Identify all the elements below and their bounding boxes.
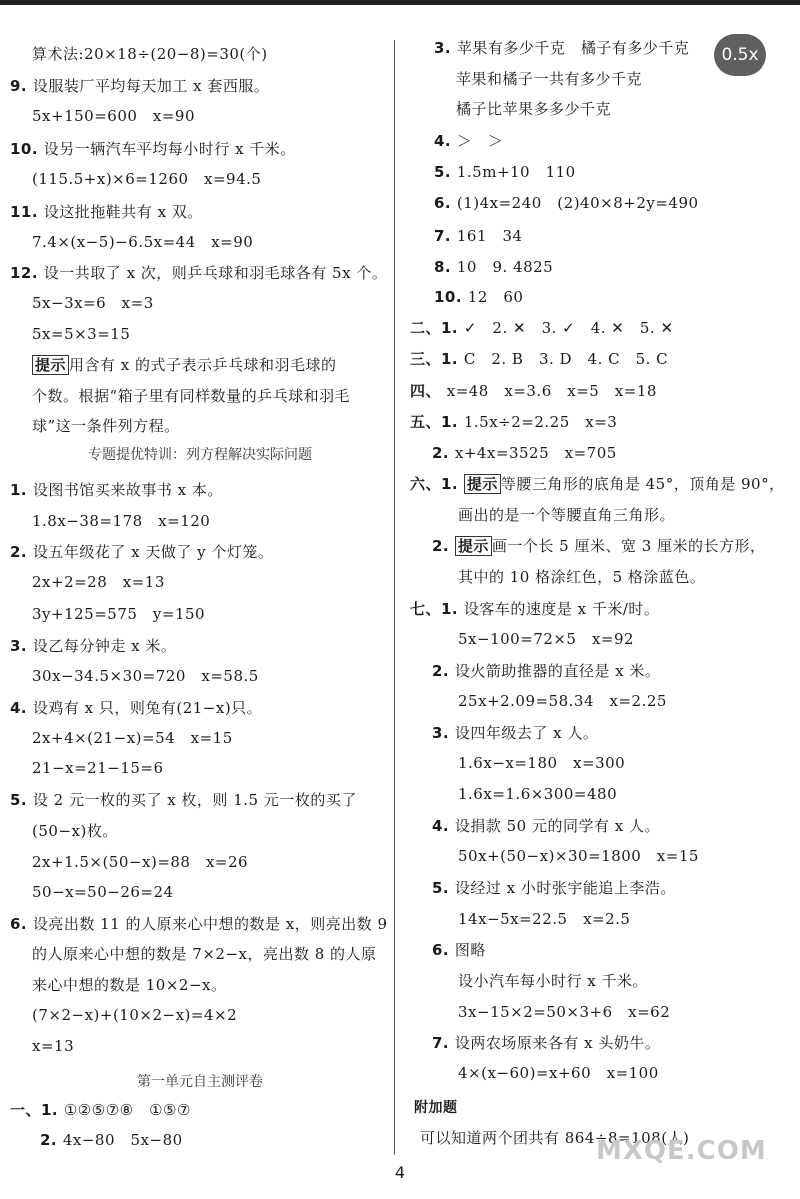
answer-text: 苹果有多少千克 橘子有多少千克 bbox=[456, 39, 690, 57]
left-answer-line bbox=[32, 758, 164, 778]
answer-text: 的人原来心中想的数是 7×2−x，亮出数 8 的人原 bbox=[32, 945, 377, 963]
left-answer-line bbox=[10, 636, 176, 656]
left-answer-line bbox=[32, 106, 195, 126]
right-answer-line bbox=[458, 909, 630, 929]
answer-text: 10 9. 4825 bbox=[456, 258, 554, 276]
left-answer-line bbox=[32, 728, 233, 748]
answer-text: 5x+150=600 x=90 bbox=[32, 107, 196, 125]
question-number: 6. bbox=[432, 941, 455, 959]
question-number: 六、1. bbox=[410, 475, 464, 493]
right-answer-line bbox=[434, 287, 523, 307]
answer-text: (115.5+x)×6=1260 x=94.5 bbox=[32, 170, 262, 188]
left-answer-line bbox=[40, 1130, 183, 1150]
answer-text: 1.5m+10 110 bbox=[456, 163, 576, 181]
answer-text: 球”这一条件列方程。 bbox=[32, 417, 180, 435]
question-number: 2. bbox=[432, 444, 455, 462]
left-answer-line bbox=[32, 1036, 74, 1056]
left-answer-line bbox=[10, 1100, 191, 1120]
answer-text: 设鸡有 x 只，则兔有(21−x)只。 bbox=[32, 699, 263, 717]
answer-text: (50−x)枚。 bbox=[32, 822, 118, 840]
answer-text: 个数。根据“箱子里有同样数量的乒乓球和羽毛 bbox=[32, 387, 351, 405]
question-number: 6. bbox=[434, 194, 457, 212]
left-answer-line bbox=[32, 1005, 237, 1025]
left-answer-line bbox=[10, 480, 223, 500]
section-title-unit-test: 第一单元自主测评卷 bbox=[137, 1074, 263, 1090]
question-number: 10. bbox=[434, 288, 468, 306]
answer-text: 用含有 x 的式子表示乒乓球和羽毛球的 bbox=[69, 356, 337, 374]
left-answer-line bbox=[32, 169, 261, 189]
left-answer-line bbox=[32, 44, 268, 64]
answer-text: x+4x=3525 x=705 bbox=[454, 444, 617, 462]
question-number: 3. bbox=[432, 724, 455, 742]
right-answer-line bbox=[458, 691, 667, 711]
left-answer-line bbox=[32, 821, 118, 841]
question-number: 七、1. bbox=[410, 600, 464, 618]
hint-tag: 提示 bbox=[455, 536, 492, 556]
answer-text: 图略 bbox=[454, 941, 486, 959]
right-answer-line bbox=[410, 318, 674, 338]
answer-text: 设乙每分钟走 x 米。 bbox=[32, 637, 177, 655]
right-answer-line bbox=[432, 536, 766, 556]
answer-text: ＞ ＞ bbox=[456, 132, 504, 150]
answer-text: (7×2−x)+(10×2−x)=4×2 bbox=[32, 1006, 238, 1024]
question-number: 10. bbox=[10, 140, 44, 158]
answer-text: 其中的 10 格涂红色，5 格涂蓝色。 bbox=[458, 568, 706, 586]
question-number: 二、1. bbox=[410, 319, 464, 337]
question-number: 5. bbox=[10, 791, 33, 809]
section-title-extra: 附加题 bbox=[414, 1100, 458, 1116]
question-number: 2. bbox=[432, 537, 455, 555]
right-answer-line bbox=[458, 753, 625, 773]
left-answer-line bbox=[32, 232, 253, 252]
question-number: 一、1. bbox=[10, 1101, 64, 1119]
answer-text: 橘子比苹果多多少千克 bbox=[456, 100, 612, 118]
left-answer-line bbox=[32, 666, 259, 686]
question-number: 1. bbox=[10, 481, 33, 499]
answer-text: 算术法:20×18÷(20−8)=30(个) bbox=[32, 45, 268, 63]
left-answer-line bbox=[10, 139, 296, 159]
right-answer-line bbox=[434, 193, 699, 213]
answer-text: 1.8x−38=178 x=120 bbox=[32, 512, 211, 530]
answer-text: 1.6x−x=180 x=300 bbox=[458, 754, 626, 772]
answer-text: 设服装厂平均每天加工 x 套西服。 bbox=[32, 77, 270, 95]
right-answer-line bbox=[458, 1063, 659, 1083]
left-answer-line bbox=[32, 416, 180, 436]
right-answer-line bbox=[434, 131, 503, 151]
answer-text: 25x+2.09=58.34 x=2.25 bbox=[458, 692, 667, 710]
answer-text: 设客车的速度是 x 千米/时。 bbox=[463, 600, 660, 618]
left-answer-line bbox=[32, 944, 377, 964]
right-answer-line bbox=[458, 505, 675, 525]
question-number: 2. bbox=[10, 543, 33, 561]
answer-text: 1.5x÷2=2.25 x=3 bbox=[463, 413, 618, 431]
right-answer-line bbox=[458, 629, 634, 649]
answer-text: 2x+2=28 x=13 bbox=[32, 573, 165, 591]
left-answer-line bbox=[10, 790, 357, 810]
section-title-special: 专题提优特训：列方程解决实际问题 bbox=[88, 447, 312, 463]
question-number: 三、1. bbox=[410, 350, 464, 368]
answer-text: 设四年级去了 x 人。 bbox=[454, 724, 599, 742]
answer-text: 设一共取了 x 次，则乒乓球和羽毛球各有 5x 个。 bbox=[43, 264, 388, 282]
answer-text: 设亮出数 11 的人原来心中想的数是 x，则亮出数 9 bbox=[32, 915, 388, 933]
answer-text: 161 34 bbox=[456, 227, 523, 245]
question-number: 12. bbox=[10, 264, 44, 282]
answer-text: 设火箭助推器的直径是 x 米。 bbox=[454, 662, 661, 680]
right-answer-line bbox=[434, 162, 576, 182]
answer-text: 2x+4×(21−x)=54 x=15 bbox=[32, 729, 233, 747]
right-answer-line bbox=[432, 661, 660, 681]
answer-text: 1.6x=1.6×300=480 bbox=[458, 785, 618, 803]
answer-text: 设经过 x 小时张宇能追上李浩。 bbox=[454, 879, 676, 897]
right-answer-line bbox=[432, 878, 676, 898]
right-answer-line bbox=[458, 567, 705, 587]
playback-speed-button[interactable]: 0.5x bbox=[714, 34, 766, 76]
right-answer-line bbox=[432, 723, 598, 743]
right-answer-line bbox=[410, 474, 785, 494]
answer-text: 设另一辆汽车平均每小时行 x 千米。 bbox=[43, 140, 296, 158]
right-answer-line bbox=[458, 971, 648, 991]
question-number: 3. bbox=[10, 637, 33, 655]
answer-text: 7.4×(x−5)−6.5x=44 x=90 bbox=[32, 233, 254, 251]
left-answer-line bbox=[32, 852, 248, 872]
answer-text: C 2. B 3. D 4. C 5. C bbox=[463, 350, 669, 368]
left-answer-line bbox=[32, 355, 337, 375]
left-answer-line bbox=[32, 511, 210, 531]
answer-text: 设这批拖鞋共有 x 双。 bbox=[43, 203, 203, 221]
answer-text: 设 2 元一枚的买了 x 枚，则 1.5 元一枚的买了 bbox=[32, 791, 357, 809]
answer-text: 来心中想的数是 10×2−x。 bbox=[32, 976, 227, 994]
question-number: 8. bbox=[434, 258, 457, 276]
right-answer-line bbox=[432, 940, 486, 960]
answer-text: x=13 bbox=[32, 1037, 75, 1055]
right-answer-line bbox=[458, 1002, 670, 1022]
answer-text: 5x−3x=6 x=3 bbox=[32, 294, 154, 312]
answer-text: 2x+1.5×(50−x)=88 x=26 bbox=[32, 853, 249, 871]
answer-text: 设小汽车每小时行 x 千米。 bbox=[458, 972, 648, 990]
answer-text: 4×(x−60)=x+60 x=100 bbox=[458, 1064, 659, 1082]
answer-text: 14x−5x=22.5 x=2.5 bbox=[458, 910, 631, 928]
answer-text: 3x−15×2=50×3+6 x=62 bbox=[458, 1003, 671, 1021]
answer-text: x=48 x=3.6 x=5 x=18 bbox=[446, 382, 657, 400]
answer-text: 苹果和橘子一共有多少千克 bbox=[456, 70, 643, 88]
question-number: 7. bbox=[434, 227, 457, 245]
left-answer-line bbox=[32, 604, 205, 624]
right-answer-line bbox=[410, 381, 657, 401]
answer-text: 设图书馆买来故事书 x 本。 bbox=[32, 481, 223, 499]
left-answer-line bbox=[32, 572, 165, 592]
answer-text: 50−x=50−26=24 bbox=[32, 883, 174, 901]
right-answer-line bbox=[410, 599, 659, 619]
answer-text: 等腰三角形的底角是 45°，顶角是 90°， bbox=[500, 475, 785, 493]
page-number: 4 bbox=[394, 1163, 406, 1182]
answer-text: 21−x=21−15=6 bbox=[32, 759, 164, 777]
right-answer-line bbox=[410, 349, 668, 369]
right-answer-line bbox=[432, 1033, 660, 1053]
left-answer-line bbox=[32, 975, 227, 995]
left-answer-line bbox=[10, 542, 273, 562]
answer-text: ①②⑤⑦⑧ ①⑤⑦ bbox=[63, 1101, 191, 1119]
hint-tag: 提示 bbox=[464, 474, 501, 494]
right-answer-line bbox=[456, 99, 611, 119]
right-answer-line bbox=[410, 412, 617, 432]
right-answer-line bbox=[434, 38, 689, 58]
answer-text: 12 60 bbox=[467, 288, 524, 306]
answer-text: 3y+125=575 y=150 bbox=[32, 605, 206, 623]
left-answer-line bbox=[10, 914, 388, 934]
answer-text: 可以知道两个团共有 864÷8=108(人) bbox=[420, 1129, 690, 1147]
question-number: 7. bbox=[432, 1034, 455, 1052]
question-number: 9. bbox=[10, 77, 33, 95]
question-number: 11. bbox=[10, 203, 44, 221]
question-number: 4. bbox=[10, 699, 33, 717]
question-number: 4. bbox=[434, 132, 457, 150]
right-answer-line bbox=[432, 816, 660, 836]
left-answer-line bbox=[32, 293, 154, 313]
question-number: 五、1. bbox=[410, 413, 464, 431]
left-answer-line bbox=[10, 698, 262, 718]
right-answer-line bbox=[434, 257, 553, 277]
question-number: 2. bbox=[432, 662, 455, 680]
left-answer-line bbox=[10, 202, 203, 222]
left-answer-line bbox=[10, 263, 387, 283]
answer-text: ✓ 2. ✕ 3. ✓ 4. ✕ 5. ✕ bbox=[463, 319, 674, 337]
answer-text: 画出的是一个等腰直角三角形。 bbox=[458, 506, 676, 524]
left-answer-line bbox=[32, 386, 350, 406]
question-number: 6. bbox=[10, 915, 33, 933]
right-answer-line bbox=[434, 226, 523, 246]
answer-text: 设捐款 50 元的同学有 x 人。 bbox=[454, 817, 660, 835]
right-column bbox=[400, 0, 800, 1199]
question-number: 5. bbox=[434, 163, 457, 181]
right-answer-line bbox=[456, 69, 642, 89]
right-answer-line bbox=[458, 846, 699, 866]
question-number: 4. bbox=[432, 817, 455, 835]
answer-text: 4x−80 5x−80 bbox=[62, 1131, 183, 1149]
answer-text: 30x−34.5×30=720 x=58.5 bbox=[32, 667, 259, 685]
left-answer-line bbox=[32, 324, 130, 344]
answer-text: 50x+(50−x)×30=1800 x=15 bbox=[458, 847, 699, 865]
answer-text: 5x−100=72×5 x=92 bbox=[458, 630, 635, 648]
right-answer-line bbox=[458, 784, 617, 804]
hint-tag: 提示 bbox=[32, 355, 69, 375]
left-answer-line bbox=[32, 882, 174, 902]
answer-text: 设五年级花了 x 天做了 y 个灯笼。 bbox=[32, 543, 274, 561]
answer-text: 5x=5×3=15 bbox=[32, 325, 131, 343]
right-answer-line bbox=[432, 443, 617, 463]
left-answer-line bbox=[10, 76, 269, 96]
answer-text: 设两农场原来各有 x 头奶牛。 bbox=[454, 1034, 661, 1052]
question-number: 5. bbox=[432, 879, 455, 897]
watermark-logo: MXQE.COM bbox=[596, 1136, 767, 1166]
question-number: 2. bbox=[40, 1131, 63, 1149]
answer-text: (1)4x=240 (2)40×8+2y=490 bbox=[456, 194, 699, 212]
answer-text: 画一个长 5 厘米、宽 3 厘米的长方形， bbox=[491, 537, 766, 555]
question-number: 3. bbox=[434, 39, 457, 57]
question-number: 四、 bbox=[410, 382, 447, 400]
